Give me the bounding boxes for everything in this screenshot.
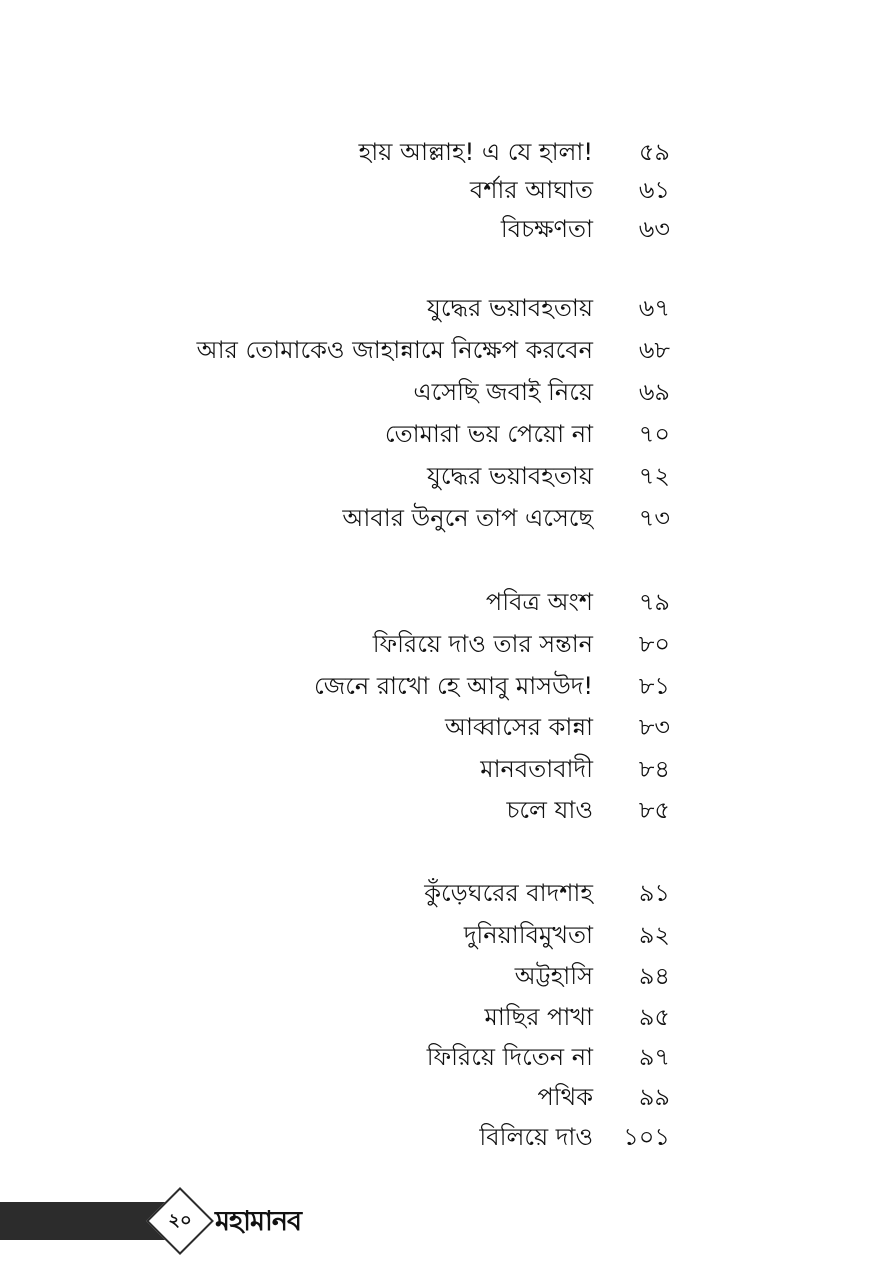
toc-entry[interactable] xyxy=(0,173,870,207)
toc-entry-title: তোমারা ভয় পেয়ো না xyxy=(384,420,593,448)
toc-entry[interactable] xyxy=(0,627,870,661)
toc-entry-page: ৯৫ xyxy=(638,1003,670,1031)
toc-entry-page: ৮১ xyxy=(638,672,670,700)
toc-entry-title: যুদ্ধের ভয়াবহতায় xyxy=(427,294,593,322)
toc-entry[interactable] xyxy=(0,1080,870,1114)
toc-entry-title: বিলিয়ে দাও xyxy=(479,1123,593,1151)
toc-entry-page: ৭৯ xyxy=(638,588,670,616)
footer-page-number: ২০ xyxy=(168,1210,192,1231)
toc-entry-page: ১০১ xyxy=(623,1123,670,1151)
toc-entry[interactable] xyxy=(0,1120,870,1154)
toc-entry-title: বিচক্ষণতা xyxy=(500,215,593,243)
toc-entry-title: যুদ্ধের ভয়াবহতায় xyxy=(427,462,593,490)
toc-entry[interactable] xyxy=(0,375,870,409)
toc-entry-title: মানবতাবাদী xyxy=(480,755,593,783)
toc-entry[interactable] xyxy=(0,212,870,246)
toc-entry-page: ৬৭ xyxy=(638,294,670,322)
toc-entry-title: হায় আল্লাহ! এ যে হালা! xyxy=(358,138,593,166)
toc-entry-page: ৯১ xyxy=(638,879,670,907)
toc-entry-page: ৮০ xyxy=(638,630,670,658)
toc-entry-title: বর্শার আঘাত xyxy=(469,176,593,204)
toc-entry-page: ৯৪ xyxy=(638,962,670,990)
toc-entry-title: আবার উনুনে তাপ এসেছে xyxy=(342,504,593,532)
toc-entry-page: ৭২ xyxy=(638,462,670,490)
toc-entry-title: পথিক xyxy=(537,1083,593,1111)
toc-entry-title: এসেছি জবাই নিয়ে xyxy=(413,378,593,406)
toc-entry-page: ৮৪ xyxy=(638,755,670,783)
toc-entry-title: মাছির পাখা xyxy=(484,1003,593,1031)
toc-entry-title: দুনিয়াবিমুখতা xyxy=(463,921,593,949)
toc-entry[interactable] xyxy=(0,669,870,703)
toc-entry-page: ৬৩ xyxy=(638,215,670,243)
toc-entry-title: কুঁড়েঘরের বাদশাহ xyxy=(424,879,593,907)
toc-entry-title: আব্বাসের কান্না xyxy=(444,713,593,741)
toc-entry-title: জেনে রাখো হে আবু মাসউদ! xyxy=(314,672,593,700)
toc-entry-page: ৮৩ xyxy=(638,713,670,741)
toc-entry[interactable] xyxy=(0,417,870,451)
toc-entry[interactable] xyxy=(0,135,870,169)
toc-entry-title: ফিরিয়ে দিতেন না xyxy=(426,1043,593,1071)
toc-entry[interactable] xyxy=(0,959,870,993)
toc-entry-title: চলে যাও xyxy=(506,796,593,824)
toc-entry[interactable] xyxy=(0,752,870,786)
toc-entry[interactable] xyxy=(0,918,870,952)
toc-entry-page: ৭৩ xyxy=(638,504,670,532)
toc-entry[interactable] xyxy=(0,585,870,619)
toc-entry-page: ৬৯ xyxy=(638,378,670,406)
toc-entry[interactable] xyxy=(0,459,870,493)
toc-entry-title: আর তোমাকেও জাহান্নামে নিক্ষেপ করবেন xyxy=(196,336,593,364)
toc-entry-page: ৬৮ xyxy=(638,336,670,364)
toc-entry-page: ৮৫ xyxy=(638,796,670,824)
toc-entry-page: ৯৯ xyxy=(638,1083,670,1111)
toc-entry[interactable] xyxy=(0,1000,870,1034)
toc-entry-title: ফিরিয়ে দাও তার সন্তান xyxy=(372,630,593,658)
toc-entry-page: ৬১ xyxy=(638,176,670,204)
toc-entry-page: ৫৯ xyxy=(638,138,670,166)
toc-entry[interactable] xyxy=(0,876,870,910)
toc-entry-page: ৯৭ xyxy=(638,1043,670,1071)
toc-entry-title: পবিত্র অংশ xyxy=(485,588,593,616)
toc-entry[interactable] xyxy=(0,710,870,744)
toc-entry[interactable] xyxy=(0,333,870,367)
toc-entry-page: ৯২ xyxy=(638,921,670,949)
brand-logo-text: মহামানব xyxy=(215,1206,301,1237)
toc-entry[interactable] xyxy=(0,291,870,325)
toc-entry[interactable] xyxy=(0,1040,870,1074)
toc-entry-title: অট্টহাসি xyxy=(514,962,593,990)
toc-entry[interactable] xyxy=(0,793,870,827)
toc-entry[interactable] xyxy=(0,501,870,535)
toc-entry-page: ৭০ xyxy=(638,420,670,448)
